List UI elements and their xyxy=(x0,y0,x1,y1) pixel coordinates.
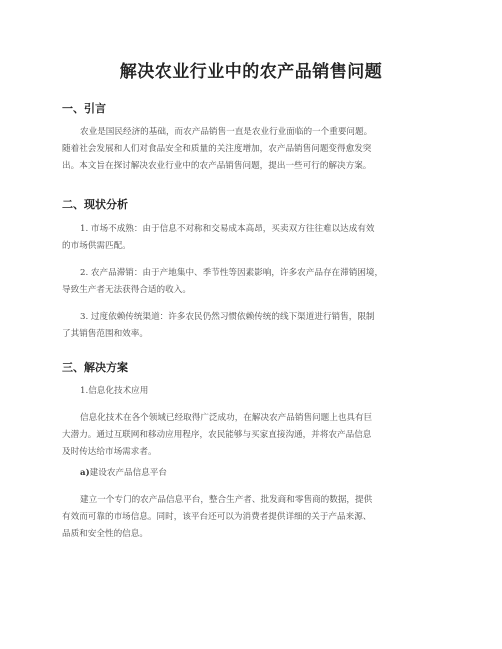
section-heading-solutions: 三、解决方案 xyxy=(62,361,128,374)
paragraph-line: 大潜力。通过互联网和移动应用程序，农民能够与买家直接沟通，并将农产品信息 xyxy=(62,430,372,440)
paragraph-line: 的市场供需匹配。 xyxy=(62,241,131,251)
paragraph-unsold-products xyxy=(62,265,442,299)
paragraph-line: 随着社会发展和人们对食品安全和质量的关注度增加，农产品销售问题变得愈发突 xyxy=(62,144,372,154)
paragraph-line: 出。本文旨在探讨解决农业行业中的农产品销售问题，提出一些可行的解决方案。 xyxy=(62,161,372,171)
paragraph-traditional-channels xyxy=(62,309,442,343)
paragraph-line: 导致生产者无法获得合适的收入。 xyxy=(62,285,191,295)
paragraph-line: 1. 市场不成熟：由于信息不对称和交易成本高昂，买卖双方往往难以达成有效 xyxy=(80,224,375,234)
paragraph-market-immature xyxy=(62,221,442,255)
paragraph-line: 2. 农产品滞销：由于产地集中、季节性等因素影响，许多农产品存在滞销困境， xyxy=(80,268,384,278)
paragraph-introduction xyxy=(62,124,442,175)
paragraph-line: 品质和安全性的信息。 xyxy=(62,529,148,539)
paragraph-line: 信息化技术在各个领域已经取得广泛成功，在解决农产品销售问题上也具有巨 xyxy=(80,413,373,423)
paragraph-line: 建立一个专门的农产品信息平台，整合生产者、批发商和零售商的数据，提供 xyxy=(80,495,373,505)
section-heading-introduction: 一、引言 xyxy=(62,102,106,115)
paragraph-line: 1.信息化技术应用 xyxy=(80,386,149,396)
subheading-it-application xyxy=(62,383,442,400)
paragraph-line: 及时传达给市场需求者。 xyxy=(62,447,157,457)
paragraph-line: 农业是国民经济的基础，而农产品销售一直是农业行业面临的一个重要问题。 xyxy=(80,127,373,137)
paragraph-line: 建设农产品信息平台 xyxy=(89,468,167,478)
paragraph-info-platform xyxy=(62,492,442,543)
list-marker: a) xyxy=(80,468,90,478)
section-heading-status-analysis: 二、现状分析 xyxy=(62,198,128,211)
paragraph-line: 有效而可靠的市场信息。同时，该平台还可以为消费者提供详细的关于产品来源、 xyxy=(62,512,372,522)
document-title: 解决农业行业中的农产品销售问题 xyxy=(119,62,383,82)
subheading-info-platform xyxy=(62,465,442,482)
paragraph-line: 3. 过度依赖传统渠道：许多农民仍然习惯依赖传统的线下渠道进行销售，限制 xyxy=(80,312,375,322)
paragraph-line: 了其销售范围和效率。 xyxy=(62,329,148,339)
paragraph-it-application xyxy=(62,410,442,461)
